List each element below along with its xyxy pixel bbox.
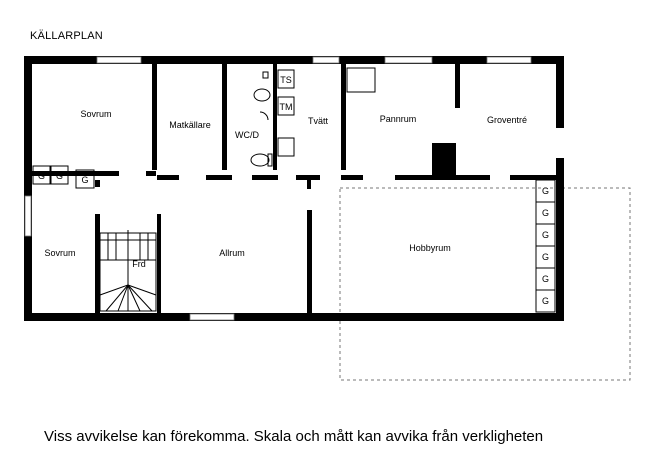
washer-label: TM <box>279 102 293 112</box>
room-label-allrum: Allrum <box>219 248 245 258</box>
room-label-pannrum: Pannrum <box>379 114 417 124</box>
wardrobe-column-right <box>536 180 555 312</box>
room-label-frd: Frd <box>132 259 146 269</box>
room-label-matkallare: Matkällare <box>169 120 211 130</box>
room-label-hobbyrum: Hobbyrum <box>409 243 451 253</box>
wardrobe-label: G <box>81 175 89 185</box>
bathroom-fixtures <box>251 70 294 166</box>
wardrobe-label: G <box>541 296 550 306</box>
wardrobe-label: G <box>541 230 550 240</box>
toilet-icon <box>251 154 269 166</box>
wardrobe-row-left <box>33 166 94 188</box>
outside-area-outline <box>340 188 630 380</box>
wardrobe-label: G <box>37 171 46 181</box>
room-label-sovrum-2: Sovrum <box>44 248 76 258</box>
plan-title: KÄLLARPLAN <box>30 30 103 42</box>
wardrobe-label: G <box>541 274 550 284</box>
wardrobe-label: G <box>541 252 550 262</box>
disclaimer-text: Viss avvikelse kan förekomma. Skala och mått kan avvika från verkligheten <box>44 428 544 445</box>
shower-icon <box>260 112 268 120</box>
wardrobe-label: G <box>55 171 64 181</box>
room-label-sovrum: Sovrum <box>80 109 112 119</box>
wardrobe-label: G <box>541 186 550 196</box>
room-label-groventre: Groventré <box>486 115 528 125</box>
room-labels <box>44 109 527 269</box>
laundry-sink <box>278 138 294 156</box>
outer-walls <box>24 56 564 321</box>
wardrobe-label: G <box>541 208 550 218</box>
sink-icon <box>254 89 270 101</box>
room-label-tvatt: Tvätt <box>307 116 329 126</box>
dryer-label: TS <box>280 75 292 85</box>
staircase <box>100 230 156 311</box>
room-label-wcd: WC/D <box>235 130 259 140</box>
boiler-box <box>347 68 375 92</box>
